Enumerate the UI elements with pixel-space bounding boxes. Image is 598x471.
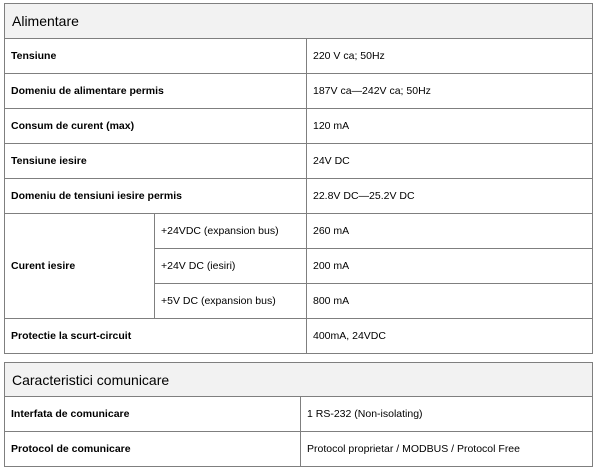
table-row xyxy=(5,74,593,109)
table-row xyxy=(5,39,593,74)
section-header xyxy=(5,363,593,397)
row-value: 800 mA xyxy=(307,284,593,319)
table-row xyxy=(5,144,593,179)
table-row xyxy=(5,397,593,432)
row-value: 120 mA xyxy=(307,109,593,144)
row-value: 22.8V DC—25.2V DC xyxy=(307,179,593,214)
row-label: Tensiune iesire xyxy=(5,144,307,179)
row-label: Interfata de comunicare xyxy=(5,397,301,432)
row-label: Protectie la scurt-circuit xyxy=(5,319,307,354)
table-row xyxy=(5,432,593,467)
power-supply-table xyxy=(4,3,593,354)
communication-table xyxy=(4,362,593,467)
row-label: Consum de curent (max) xyxy=(5,109,307,144)
row-value: 260 mA xyxy=(307,214,593,249)
sub-row-label: +24V DC (iesiri) xyxy=(155,249,307,284)
section-header xyxy=(5,4,593,39)
row-label: Curent iesire xyxy=(5,214,155,319)
row-value: 400mA, 24VDC xyxy=(307,319,593,354)
sub-row-label: +5V DC (expansion bus) xyxy=(155,284,307,319)
row-value: 1 RS-232 (Non-isolating) xyxy=(301,397,593,432)
table-row xyxy=(5,319,593,354)
section-title: Caracteristici comunicare xyxy=(5,363,593,397)
table-row xyxy=(5,109,593,144)
table-row xyxy=(5,179,593,214)
row-label: Domeniu de tensiuni iesire permis xyxy=(5,179,307,214)
row-value: 187V ca—242V ca; 50Hz xyxy=(307,74,593,109)
section-title: Alimentare xyxy=(5,4,593,39)
row-value: Protocol proprietar / MODBUS / Protocol Free xyxy=(301,432,593,467)
row-value: 200 mA xyxy=(307,249,593,284)
row-label: Domeniu de alimentare permis xyxy=(5,74,307,109)
row-value: 24V DC xyxy=(307,144,593,179)
row-value: 220 V ca; 50Hz xyxy=(307,39,593,74)
table-row xyxy=(5,214,593,249)
row-label: Protocol de comunicare xyxy=(5,432,301,467)
sub-row-label: +24VDC (expansion bus) xyxy=(155,214,307,249)
row-label: Tensiune xyxy=(5,39,307,74)
